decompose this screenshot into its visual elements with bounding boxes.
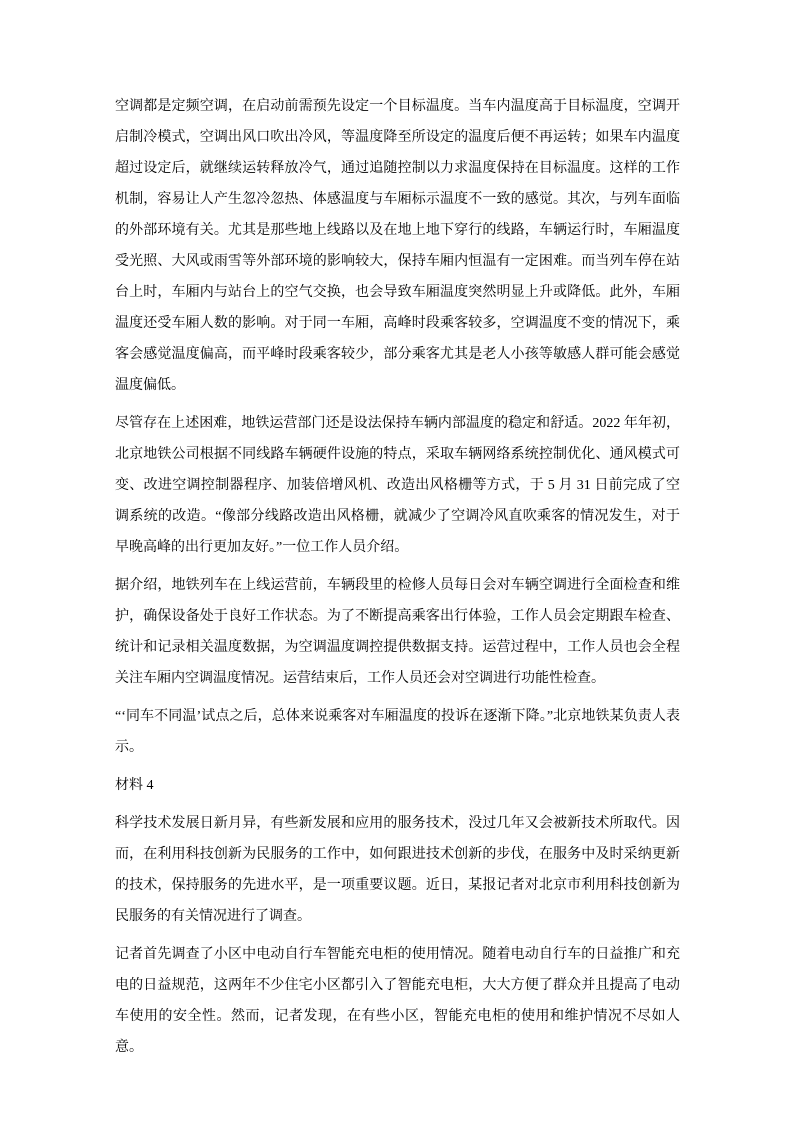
paragraph-metro-ac-renovation: 尽管存在上述困难，地铁运营部门还是设法保持车辆内部温度的稳定和舒适。2022 年年初，北京地铁公司根据不同线路车辆硬件设施的特点，采取车辆网络系统控制优化、通风模式可变、改进空调控制器程序、加装倍增风机、改造出风格栅等方式，于 5 月 31 日前完成了空调系统的改造。“像部分线路改造出风格栅，就减少了空调冷风直吹乘客的情况发生，对于早晚高峰的出行更加友好。”一位工作人员介绍。 [115, 416, 680, 555]
paragraph-complaints-decline-quote: “‘同车不同温’试点之后，总体来说乘客对车厢温度的投诉在逐渐下降。”北京地铁某负责人表示。 [115, 709, 680, 755]
paragraph-tech-innovation-intro: 科学技术发展日新月异，有些新发展和应用的服务技术，没过几年又会被新技术所取代。因而，在利用科技创新为民服务的工作中，如何跟进技术创新的步伐，在服务中及时采纳更新的技术，保持服务的先进水平，是一项重要议题。近日，某报记者对北京市利用科技创新为民服务的有关情况进行了调查。 [115, 816, 680, 924]
section-heading-material-4: 材料 4 [115, 778, 154, 793]
paragraph-ac-working-mechanism: 空调都是定频空调，在启动前需预先设定一个目标温度。当车内温度高于目标温度，空调开启制冷模式，空调出风口吹出冷风，等温度降至所设定的温度后便不再运转；如果车内温度超过设定后，就继续运转释放冷气，通过追随控制以力求温度保持在目标温度。这样的工作机制，容易让人产生忽冷忽热、体感温度与车厢标示温度不一致的感觉。其次，与列车面临的外部环境有关。尤其是那些地上线路以及在地上地下穿行的线路，车辆运行时，车厢温度受光照、大风或雨雪等外部环境的影响较大，保持车厢内恒温有一定困难。而当列车停在站台上时，车厢内与站台上的空气交换，也会导致车厢温度突然明显上升或降低。此外，车厢温度还受车厢人数的影响。对于同一车厢，高峰时段乘客较多，空调温度不变的情况下，乘客会感觉温度偏高，而平峰时段乘客较少，部分乘客尤其是老人小孩等敏感人群可能会感觉温度偏低。 [115, 99, 680, 393]
paragraph-daily-inspection: 据介绍，地铁列车在上线运营前，车辆段里的检修人员每日会对车辆空调进行全面检查和维护，确保设备处于良好工作状态。为了不断提高乘客出行体验，工作人员会定期跟车检查、统计和记录相关温度数据，为空调温度调控提供数据支持。运营过程中，工作人员也会全程关注车厢内空调温度情况。运营结束后，工作人员还会对空调进行功能性检查。 [115, 578, 680, 686]
paragraph-charging-cabinet-survey: 记者首先调查了小区中电动自行车智能充电柜的使用情况。随着电动自行车的日益推广和充电的日益规范，这两年不少住宅小区都引入了智能充电柜，大大方便了群众并且提高了电动车使用的安全性。然而，记者发现，在有些小区，智能充电柜的使用和维护情况不尽如人意。 [115, 947, 680, 1055]
